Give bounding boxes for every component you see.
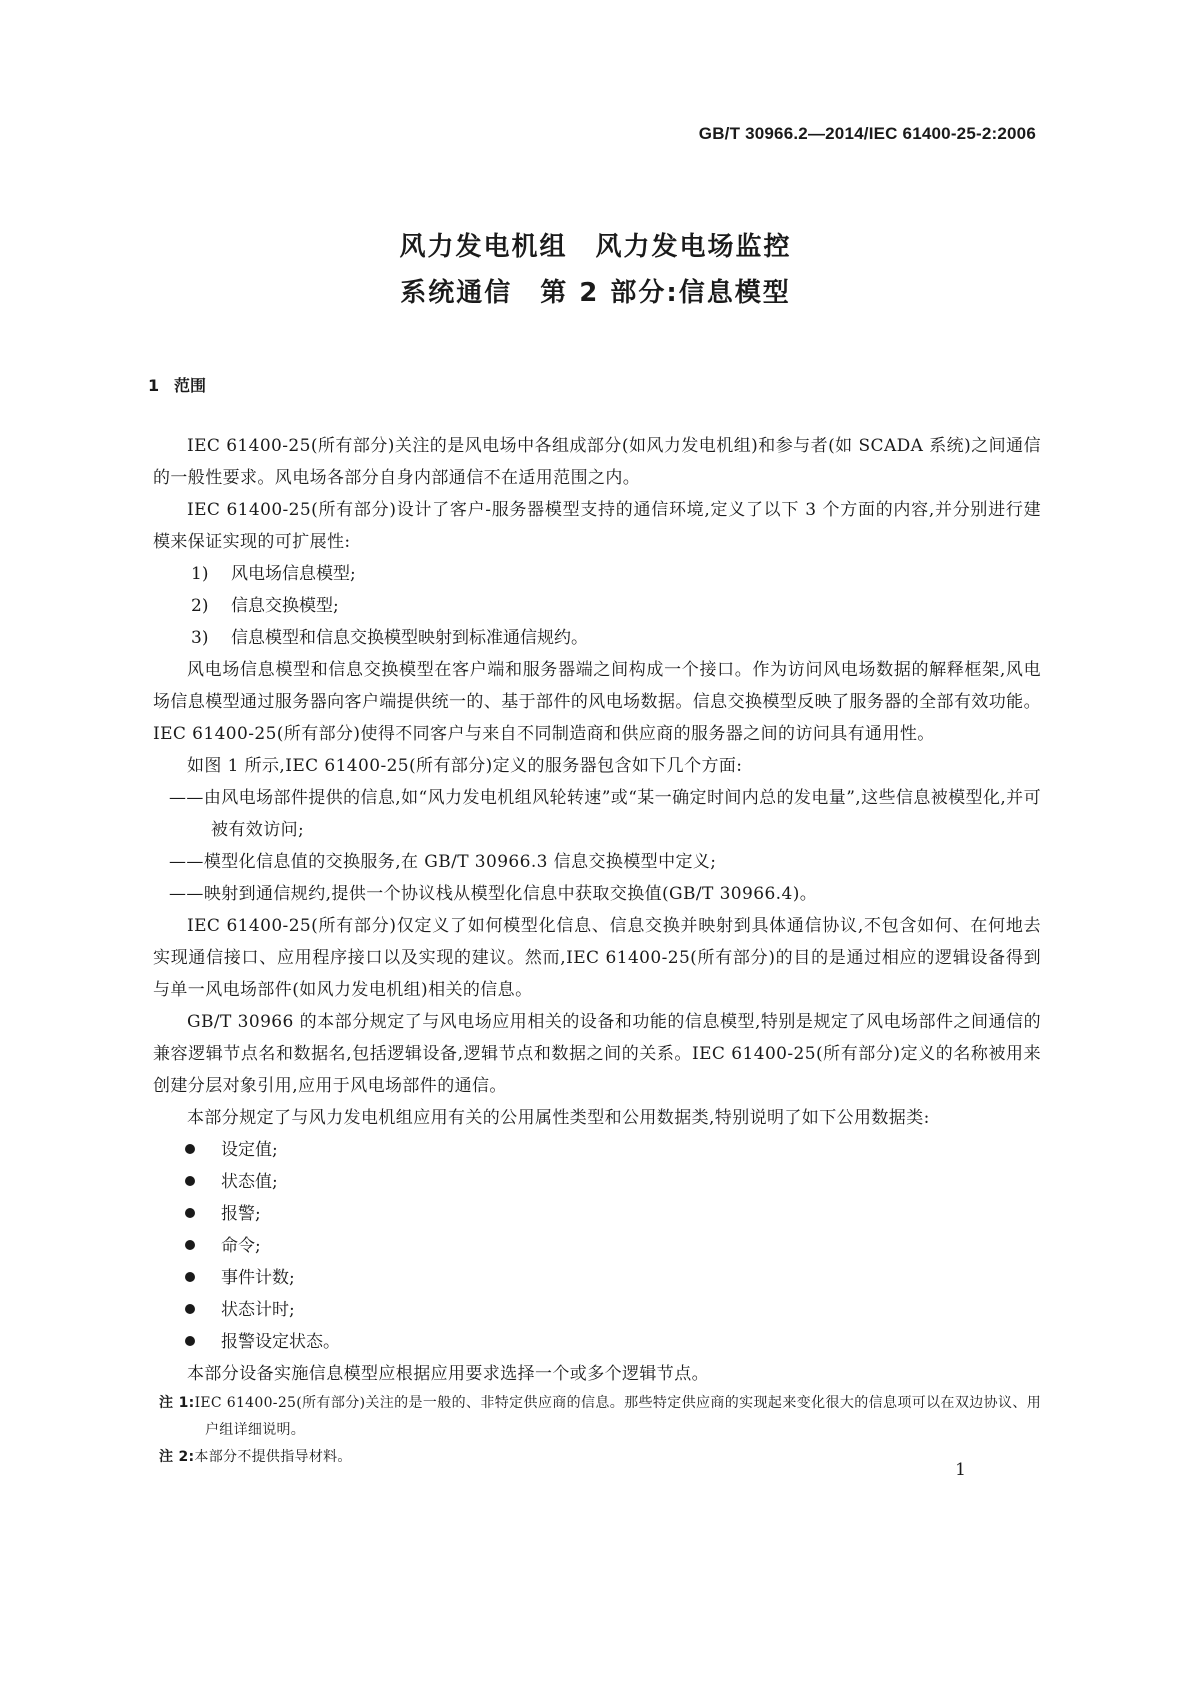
bullet-icon [185,1176,195,1186]
bullet-item [153,1230,1041,1262]
item-number: 2) [191,596,209,616]
note-label: 注 2: [159,1449,195,1465]
bullet-item [153,1166,1041,1198]
note-text: IEC 61400-25(所有部分)关注的是一般的、非特定供应商的信息。那些特定供应商的实现起来变化很大的信息项可以在双边协议、用户组详细说明。 [194,1395,1041,1438]
bullet-icon [185,1272,195,1282]
bullet-icon [185,1144,195,1154]
dash-mark: —— [169,884,204,904]
page-number: 1 [955,1460,966,1480]
dash-item [153,782,1041,846]
note-label: 注 1: [159,1395,195,1411]
bullet-icon [185,1208,195,1218]
document-title-line-1: 风力发电机组 风力发电场监控 [399,232,792,262]
item-text: 报警; [221,1204,261,1224]
bullet-icon [185,1336,195,1346]
item-text: 映射到通信规约,提供一个协议栈从模型化信息中获取交换值(GB/T 30966.4)。 [203,884,818,904]
paragraph: 本部分规定了与风力发电机组应用有关的公用属性类型和公用数据类,特别说明了如下公用数据类: [187,1108,930,1128]
note [153,1390,1041,1444]
standard-number: GB/T 30966.2—2014/IEC 61400-25-2:2006 [698,124,1036,143]
paragraph: 风电场信息模型和信息交换模型在客户端和服务器端之间构成一个接口。作为访问风电场数据的解释框架,风电场信息模型通过服务器向客户端提供统一的、基于部件的风电场数据。信息交换模型反映了服务器的全部有效功能。IEC 61400-25(所有部分)使得不同客户与来自不同制造商和供应商的服务器之间的访问具有通用性。 [153,660,1041,744]
section-body [153,430,1041,1471]
dash-mark: —— [169,852,204,872]
paragraph: GB/T 30966 的本部分规定了与风电场应用相关的设备和功能的信息模型,特别是规定了风电场部件之间通信的兼容逻辑节点名和数据名,包括逻辑设备,逻辑节点和数据之间的关系。IEC 61400-25(所有部分)定义的名称被用来创建分层对象引用,应用于风电场部件的通信。 [153,1012,1041,1096]
paragraph: IEC 61400-25(所有部分)关注的是风电场中各组成部分(如风力发电机组)和参与者(如 SCADA 系统)之间通信的一般性要求。风电场各部分自身内部通信不在适用范围之内。 [153,436,1041,488]
paragraph: 如图 1 所示,IEC 61400-25(所有部分)定义的服务器包含如下几个方面: [187,756,743,776]
section-title: 范围 [174,376,207,395]
item-text: 风电场信息模型; [231,564,356,584]
item-text: 模型化信息值的交换服务,在 GB/T 30966.3 信息交换模型中定义; [203,852,717,872]
numbered-item [153,622,1041,654]
numbered-item [153,590,1041,622]
dash-item [153,846,1041,878]
item-text: 状态值; [221,1172,278,1192]
document-title-line-2: 系统通信 第 2 部分:信息模型 [400,278,791,308]
paragraph: IEC 61400-25(所有部分)设计了客户-服务器模型支持的通信环境,定义了以下 3 个方面的内容,并分别进行建模来保证实现的可扩展性: [153,500,1041,552]
note-text: 本部分不提供指导材料。 [194,1449,352,1465]
bullet-item [153,1326,1041,1358]
bullet-item [153,1134,1041,1166]
item-text: 信息模型和信息交换模型映射到标准通信规约。 [231,628,588,648]
item-text: 信息交换模型; [231,596,339,616]
section-heading [148,373,206,396]
numbered-item [153,558,1041,590]
paragraph: IEC 61400-25(所有部分)仅定义了如何模型化信息、信息交换并映射到具体通信协议,不包含如何、在何地去实现通信接口、应用程序接口以及实现的建议。然而,IEC 61400-25(所有部分)的目的是通过相应的逻辑设备得到与单一风电场部件(如风力发电机组)相关的信息。 [153,916,1041,1000]
dash-item [153,878,1041,910]
bullet-icon [185,1240,195,1250]
dash-mark: —— [169,788,204,808]
item-text: 设定值; [221,1140,278,1160]
item-number: 1) [191,564,209,584]
bullet-item [153,1262,1041,1294]
item-text: 报警设定状态。 [221,1332,340,1352]
bullet-item [153,1294,1041,1326]
bullet-item [153,1198,1041,1230]
item-text: 由风电场部件提供的信息,如“风力发电机组风轮转速”或“某一确定时间内总的发电量”,这些信息被模型化,并可被有效访问; [203,788,1041,840]
bullet-icon [185,1304,195,1314]
note [153,1444,1041,1471]
item-text: 命令; [221,1236,261,1256]
paragraph: 本部分设备实施信息模型应根据应用要求选择一个或多个逻辑节点。 [187,1364,709,1384]
item-number: 3) [191,628,209,648]
section-number: 1 [148,376,160,395]
item-text: 状态计时; [221,1300,295,1320]
item-text: 事件计数; [221,1268,295,1288]
